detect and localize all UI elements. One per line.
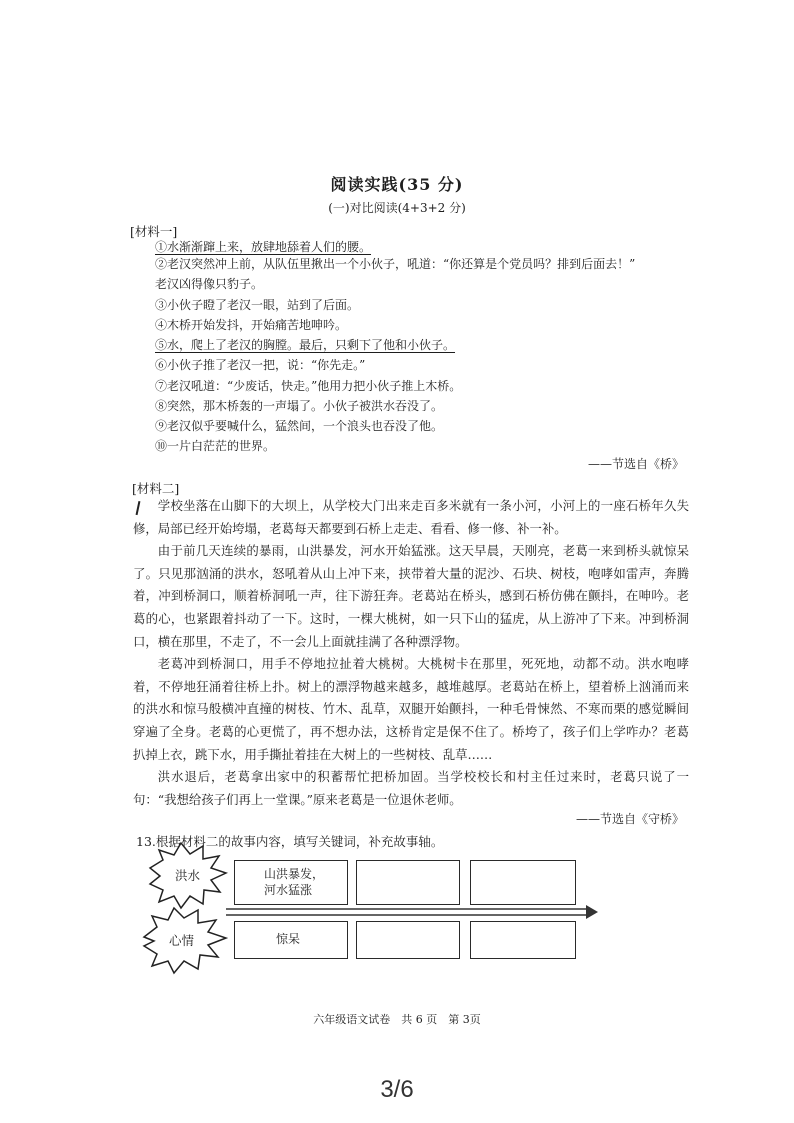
material1-line: ③小伙子瞪了老汉一眼，站到了后面。 bbox=[155, 298, 360, 312]
page-indicator: 3/6 bbox=[380, 1076, 414, 1103]
flood-keyword-1b: 河水猛涨 bbox=[264, 883, 313, 897]
row1-label: 洪水 bbox=[175, 868, 201, 883]
mood-keyword-1: 惊呆 bbox=[276, 932, 301, 946]
material2-paragraph: 老葛冲到桥洞口，用手不停地拉扯着大桃树。大桃树卡在那里，死死地，动都不动。洪水咆哮着，不停地狂涌着往桥上扑。树上的漂浮物越来越多，越堆越厚。老葛站在桥上，望着桥上汹涌而来的洪水和惊马般横冲直撞的树枝、竹木、乱草，双腿开始颤抖，一种毛骨悚然、不寒而栗的感觉瞬间穿遍了全身。老葛的心更慌了，再不想办法，这桥肯定是保不住了。桥垮了，孩子们上学咋办？老葛扒掉上衣，跳下水，用手撕扯着挂在大树上的一些树枝、乱草…… bbox=[133, 656, 689, 762]
section-title: 阅读实践(35 分) bbox=[330, 175, 464, 194]
timeline-arrow bbox=[226, 905, 598, 919]
material1-line: ⑥小伙子推了老汉一把，说：“你先走。” bbox=[155, 358, 366, 372]
material2-paragraph: 学校坐落在山脚下的大坝上，从学校大门出来走百多米就有一条小河，小河上的一座石桥年久失修，局部已经开始垮塌，老葛每天都要到石桥上走走、看看、修一修、补一补。 bbox=[133, 498, 689, 536]
flood-keyword-1a: 山洪暴发， bbox=[264, 867, 325, 881]
material1-line: ②老汉突然冲上前，从队伍里揪出一个小伙子，吼道：“你还算是个党员吗？排到后面去！” bbox=[155, 257, 636, 271]
material1-line: ④木桥开始发抖，开始痛苦地呻吟。 bbox=[155, 318, 348, 332]
row2-label: 心情 bbox=[169, 933, 195, 948]
material2-source: ——节选自《守桥》 bbox=[575, 812, 684, 826]
material1-line: ⑨老汉似乎要喊什么，猛然间，一个浪头也吞没了他。 bbox=[155, 419, 444, 433]
material2-paragraph: 由于前几天连续的暴雨，山洪暴发，河水开始猛涨。这天早晨，天刚亮，老葛一来到桥头就惊呆了。只见那汹涌的洪水，怒吼着从山上冲下来，挟带着大量的泥沙、石块、树枝，咆哮如雷声，奔腾着，冲到桥洞口，顺着桥洞吼一声，往下游狂奔。老葛站在桥头，感到石桥仿佛在颤抖，在呻吟。老葛的心，也紧跟着抖动了一下。这时，一棵大桃树，如一只下山的猛虎，从上游冲了下来。冲到桥洞口，横在那里，不走了，不一会儿上面就挂满了各种漂浮物。 bbox=[133, 543, 689, 649]
material1-label: [材料一] bbox=[130, 224, 178, 239]
material2-paragraph: 洪水退后，老葛拿出家中的积蓄帮忙把桥加固。当学校校长和村主任过来时，老葛只说了一句：“我想给孩子们再上一堂课。”原来老葛是一位退休老师。 bbox=[133, 769, 689, 807]
section-subtitle: (一)对比阅读(4+3+2 分) bbox=[328, 201, 466, 215]
material1-line: ①水渐渐蹿上来，放肆地舔着人们的腰。 bbox=[155, 240, 372, 254]
page-footer: 六年级语文试卷 共 6 页 第 3页 bbox=[313, 1013, 481, 1026]
material1-source: ——节选自《桥》 bbox=[587, 457, 684, 471]
flood-keyword-box-2[interactable] bbox=[356, 860, 460, 905]
material1-line: 老汉凶得像只豹子。 bbox=[155, 277, 264, 291]
material2-label: [材料二] bbox=[132, 481, 180, 496]
mood-keyword-box-3[interactable] bbox=[470, 921, 576, 959]
question-13: 13.根据材料二的故事内容，填写关键词，补充故事轴。 bbox=[136, 834, 444, 849]
flood-keyword-box-3[interactable] bbox=[470, 860, 576, 905]
material1-line: ⑤水，爬上了老汉的胸膛。最后，只剩下了他和小伙子。 bbox=[155, 338, 456, 352]
material1-line: ⑧突然，那木桥轰的一声塌了。小伙子被洪水吞没了。 bbox=[155, 399, 444, 413]
material1-line: ⑦老汉吼道：“少废话，快走。”他用力把小伙子推上木桥。 bbox=[155, 379, 462, 393]
material1-line: ⑩一片白茫茫的世界。 bbox=[155, 439, 276, 453]
mood-keyword-box-2[interactable] bbox=[356, 921, 460, 959]
